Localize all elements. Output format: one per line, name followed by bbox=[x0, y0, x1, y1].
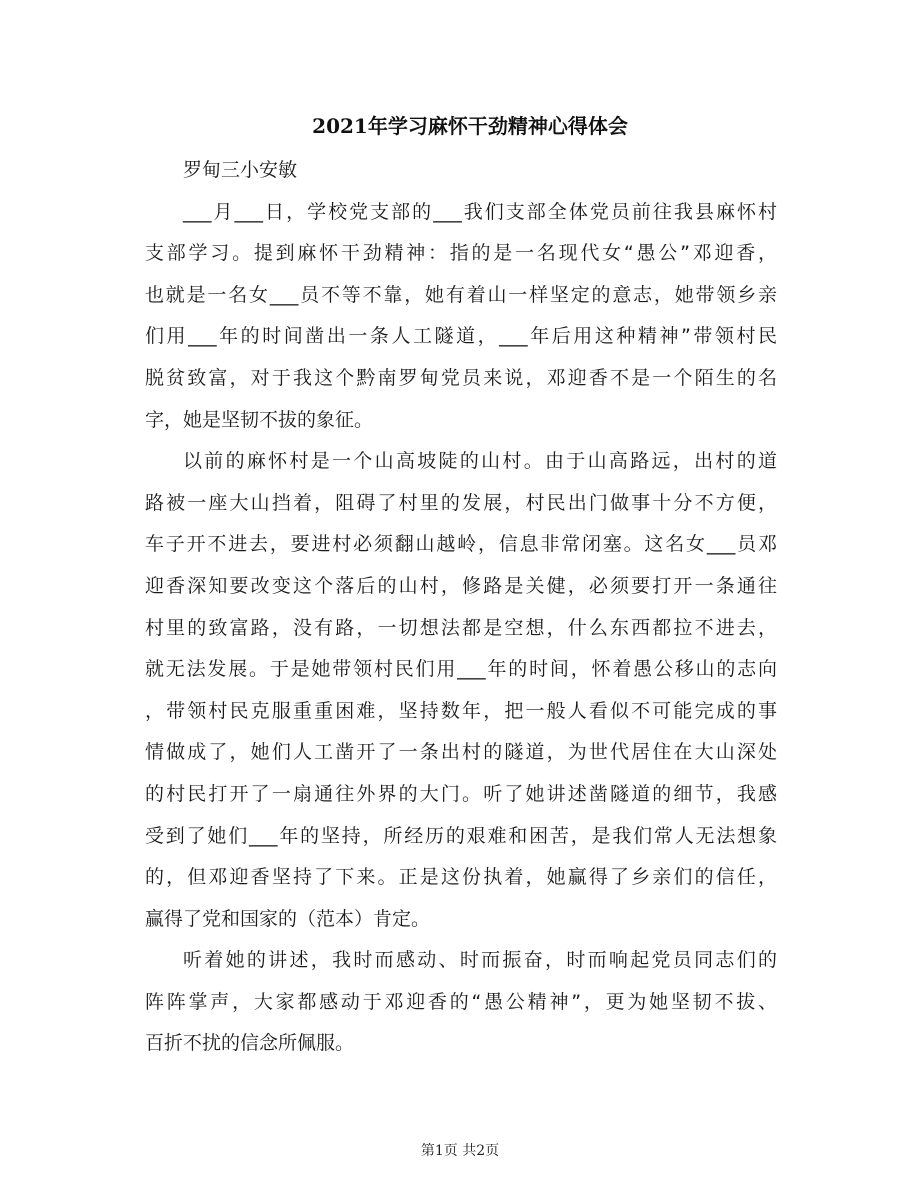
author-line: 罗甸三小安敏 bbox=[183, 159, 298, 181]
paragraph-line: 迎香深知要改变这个落后的山村，修路是关健，必须要打开一条通往 bbox=[145, 574, 777, 597]
paragraph-line: 支部学习。提到麻怀干劲精神：指的是一名现代女“愚公”邓迎香， bbox=[145, 242, 777, 265]
page-number-footer: 第1页 共2页 bbox=[420, 1143, 500, 1159]
paragraph-line: 村里的致富路，没有路，一切想法都是空想，什么东西都拉不进去， bbox=[145, 616, 777, 639]
paragraph-line: 情做成了，她们人工凿开了一条出村的隧道，为世代居住在大山深处 bbox=[145, 741, 777, 764]
paragraph-line: 的村民打开了一扇通往外界的大门。听了她讲述凿隧道的细节，我感 bbox=[145, 782, 777, 805]
paragraph-line: 的，但邓迎香坚持了下来。正是这份执着，她赢得了乡亲们的信任， bbox=[145, 866, 777, 889]
paragraph-line: 听着她的讲述，我时而感动、时而振奋，时而响起党员同志们的 bbox=[183, 949, 777, 972]
paragraph-line: 路被一座大山挡着，阻碍了村里的发展，村民出门做事十分不方便， bbox=[145, 491, 777, 514]
paragraph-line: 也就是一名女___员不等不靠，她有着山一样坚定的意志，她带领乡亲 bbox=[145, 283, 777, 306]
paragraph-line: 就无法发展。于是她带领村民们用___年的时间，怀着愚公移山的志向 bbox=[145, 658, 777, 681]
paragraph-line: 车子开不进去，要进村必须翻山越岭，信息非常闭塞。这名女___员邓 bbox=[145, 533, 777, 556]
paragraph-line: 脱贫致富，对于我这个黔南罗甸党员来说，邓迎香不是一个陌生的名 bbox=[145, 366, 777, 389]
paragraph-line: 们用___年的时间凿出一条人工隧道，___年后用这种精神”带领村民 bbox=[145, 325, 777, 348]
document-title: 2021年学习麻怀干劲精神心得体会 bbox=[312, 114, 628, 138]
paragraph-line: ___月___日，学校党支部的___我们支部全体党员前往我县麻怀村 bbox=[183, 200, 777, 223]
paragraph-line: 受到了她们___年的坚持，所经历的艰难和困苦，是我们常人无法想象 bbox=[145, 824, 777, 847]
document-body bbox=[145, 150, 777, 1065]
paragraph-line: ，带领村民克服重重困难，坚持数年，把一般人看似不可能完成的事 bbox=[145, 699, 777, 722]
paragraph-line: 以前的麻怀村是一个山高坡陡的山村。由于山高路远，出村的道 bbox=[183, 450, 777, 473]
paragraph-line: 百折不扰的信念所佩服。 bbox=[145, 1032, 355, 1055]
paragraph-line: 赢得了党和国家的（范本）肯定。 bbox=[145, 907, 431, 930]
paragraph-line: 阵阵掌声，大家都感动于邓迎香的“愚公精神”，更为她坚韧不拔、 bbox=[145, 990, 777, 1013]
paragraph-line: 字，她是坚韧不拔的象征。 bbox=[145, 408, 374, 431]
